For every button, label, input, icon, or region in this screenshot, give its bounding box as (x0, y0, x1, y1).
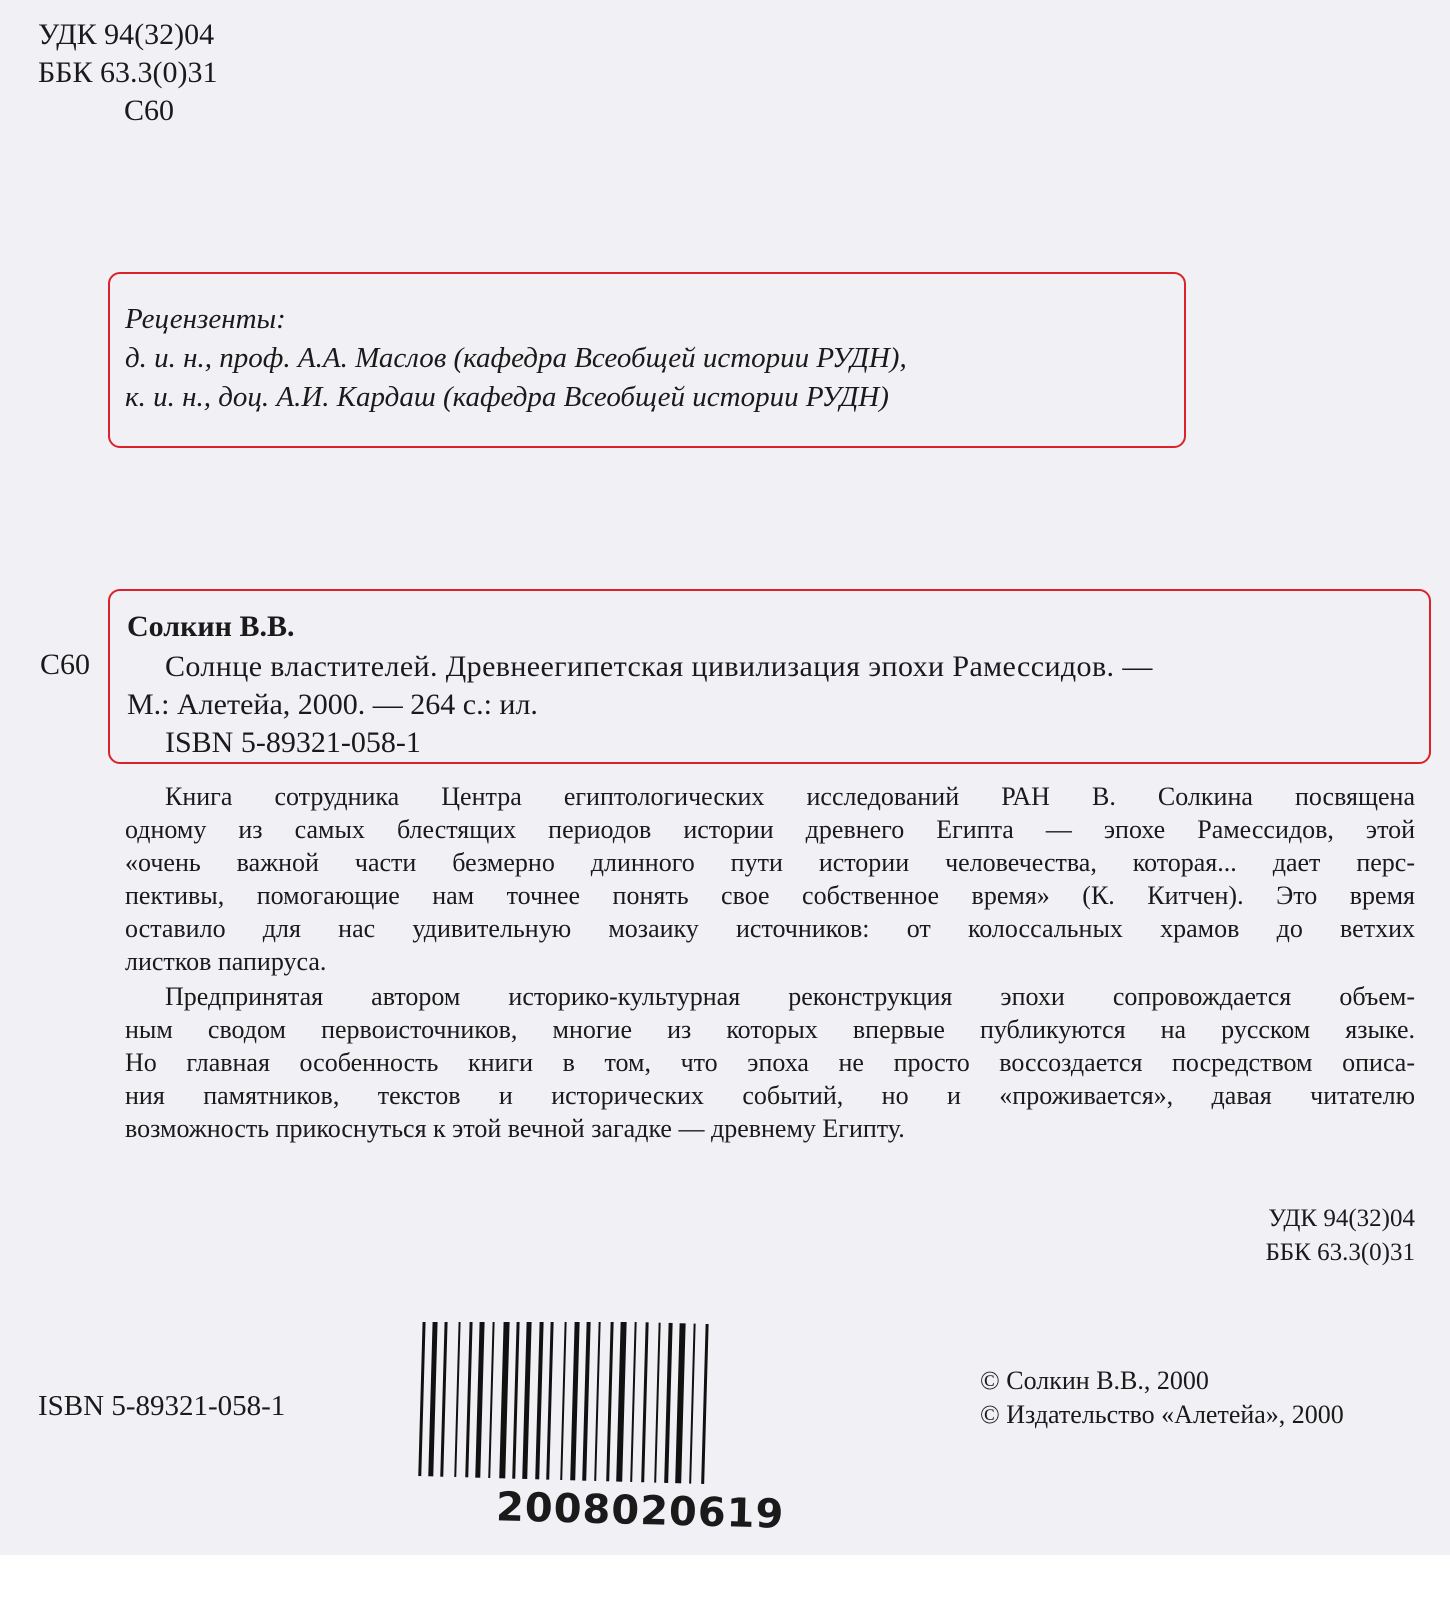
barcode-bar (522, 1322, 531, 1479)
barcode-bar (616, 1322, 626, 1482)
annotation-p1-line-1: Книга сотрудника Центра египтологических исследований РАН В. Солкина посвящена (165, 782, 1415, 811)
copyright-publisher: © Издательство «Алетейа», 2000 (980, 1400, 1344, 1429)
barcode (414, 1322, 854, 1512)
entry-imprint: М.: Алетейа, 2000. — 264 с.: ил. (127, 688, 538, 721)
barcode-bar (499, 1322, 509, 1478)
author-sign-top: С60 (124, 94, 175, 127)
reviewer-line-2: к. и. н., доц. А.И. Кардаш (кафедра Всеобщей истории РУДН) (125, 381, 889, 413)
barcode-bar (570, 1322, 579, 1480)
barcode-bar (582, 1322, 590, 1481)
barcode-bar (418, 1322, 425, 1476)
entry-author-sign: С60 (40, 648, 91, 681)
bbk-code-bottom: ББК 63.3(0)31 (1265, 1239, 1415, 1266)
bbk-code-top: ББК 63.3(0)31 (38, 56, 218, 89)
barcode-bar (454, 1322, 460, 1477)
barcode-bar (594, 1322, 600, 1481)
annotation-p2-line-2: ным сводом первоисточников, многие из которых впервые публикуются на русском языке. (125, 1015, 1415, 1044)
barcode-bar (606, 1322, 613, 1481)
annotation-p1-line-2: одному из самых блестящих периодов истории древнего Египта — эпохе Рамессидов, этой (125, 815, 1415, 844)
entry-title: Солнце властителей. Древнеегипетская цивилизация эпохи Рамессидов. — (165, 650, 1153, 683)
udk-code-top: УДК 94(32)04 (38, 18, 215, 51)
annotation-p1-line-4: пективы, помогающие нам точнее понять свое собственное время» (К. Китчен). Это время (125, 881, 1415, 910)
copyright-author: © Солкин В.В., 2000 (980, 1366, 1209, 1395)
barcode-bar (630, 1322, 636, 1482)
barcode-bar (560, 1322, 566, 1480)
barcode-bar (465, 1322, 472, 1477)
barcode-bar (428, 1322, 437, 1476)
annotation-p2-line-1: Предпринятая автором историко-культурная реконструкция эпохи сопровождается объем- (165, 982, 1415, 1011)
annotation-p1-line-3: «очень важной части безмерно длинного пути истории человечества, которая... дает перс- (125, 848, 1415, 877)
barcode-bar (512, 1322, 519, 1479)
reviewers-heading: Рецензенты: (125, 303, 286, 335)
barcode-bar (535, 1322, 543, 1479)
annotation-p1-line-5: оставило для нас удивительную мозаику источников: от колоссальных храмов до ветхих (125, 914, 1415, 943)
udk-code-bottom: УДК 94(32)04 (1268, 1205, 1415, 1232)
barcode-bar (701, 1324, 708, 1484)
barcode-bar (664, 1323, 672, 1483)
barcode-bar (475, 1322, 484, 1478)
barcode-bar (654, 1323, 660, 1483)
barcode-bar (440, 1322, 447, 1477)
barcode-bar (546, 1322, 553, 1480)
annotation-p2-line-5: возможность прикоснуться к этой вечной загадке — древнему Египту. (125, 1114, 905, 1143)
entry-author: Солкин В.В. (127, 610, 295, 643)
barcode-number: 2008020619 (495, 1484, 785, 1538)
annotation-p2-line-4: ния памятников, текстов и исторических событий, но и «проживается», давая читателю (125, 1081, 1415, 1110)
annotation-paragraph-2 (125, 980, 1415, 1145)
barcode-bar (689, 1324, 695, 1484)
annotation-p1-line-6: листков папируса. (125, 947, 327, 976)
reviewer-line-1: д. и. н., проф. А.А. Маслов (кафедра Всеобщей истории РУДН), (125, 342, 907, 374)
barcode-bar (675, 1323, 685, 1483)
barcode-bar (641, 1322, 648, 1482)
annotation-paragraph-1 (125, 780, 1415, 978)
barcode-bar (488, 1322, 494, 1478)
annotation-p2-line-3: Но главная особенность книги в том, что эпоха не просто воссоздается посредством описа- (125, 1048, 1415, 1077)
entry-isbn: ISBN 5-89321-058-1 (165, 726, 421, 759)
isbn-bottom: ISBN 5-89321-058-1 (38, 1390, 286, 1422)
